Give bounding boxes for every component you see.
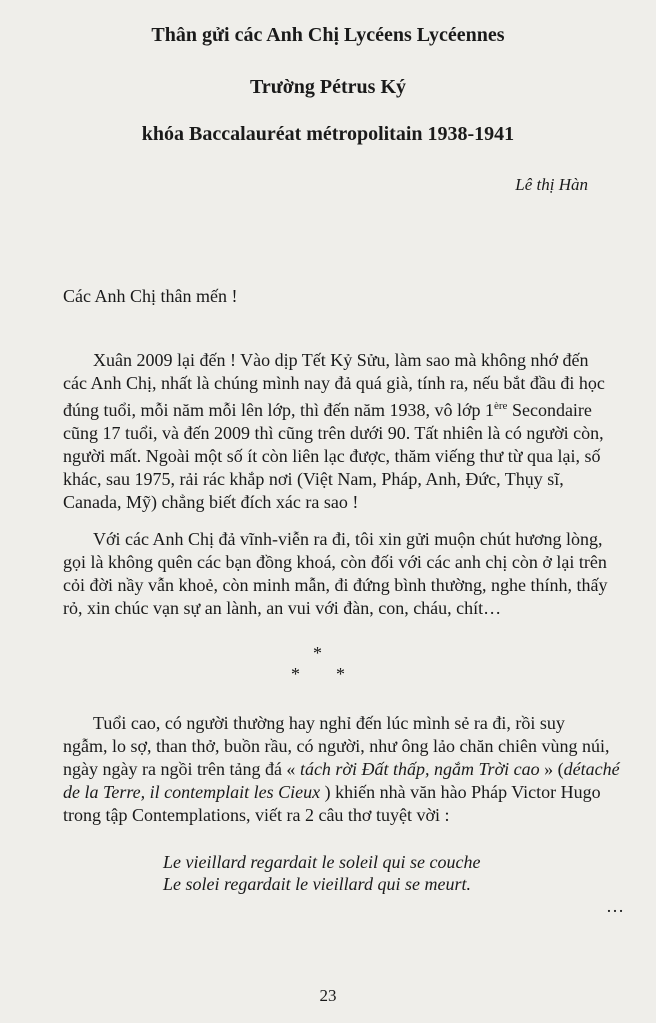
- paragraph-line: trong tập Contemplations, viết ra 2 câu thơ tuyệt vời :: [63, 805, 450, 825]
- text-run: Secondaire: [507, 400, 592, 420]
- superscript: ère: [494, 400, 508, 412]
- paragraph-line: Canada, Mỹ) chẳng biết đích xác ra sao !: [63, 492, 359, 512]
- paragraph-line: Tuổi cao, có người thường hay nghỉ đến lúc mình sẻ ra đi, rồi suy: [93, 713, 565, 733]
- page-number: 23: [319, 986, 337, 1005]
- italic-quote: tách rời Đất thấp, ngắm Trời cao: [299, 759, 540, 779]
- paragraph-line: cỏi đời nầy vẫn khoẻ, còn minh mẫn, đi đứng bình thường, nghe thính, thấy: [63, 575, 608, 595]
- text-run: » (: [539, 759, 564, 779]
- paragraph-line: cũng 17 tuổi, và đến 2009 thì cũng trên dưới 90. Tất nhiên là có người còn,: [63, 423, 604, 443]
- greeting: [63, 285, 611, 308]
- paragraph-line: các Anh Chị, nhất là chúng mình nay đả quá già, tính ra, nếu bắt đầu đi học: [63, 373, 605, 393]
- paragraph-line: người mất. Ngoài một số ít còn liên lạc được, thăm viếng thư từ qua lại, số: [63, 446, 601, 466]
- separator-star: *: [336, 664, 345, 684]
- separator-star: *: [291, 664, 300, 684]
- ellipsis: …: [606, 896, 624, 916]
- paragraph-line: rỏ, xin chúc vạn sự an lành, an vui với đàn, con, cháu, chít…: [63, 598, 502, 618]
- paragraph-line: [63, 395, 611, 422]
- italic-text: de la Terre, il contemplait les Cieux: [63, 782, 321, 802]
- italic-text: détaché: [563, 759, 620, 779]
- paragraph-line: [63, 781, 611, 804]
- text-run: đúng tuổi, mỗi năm mỗi lên lớp, thì đến năm 1938, vô lớp 1: [63, 400, 495, 420]
- separator-star: *: [313, 643, 322, 663]
- title-line-2: Trường Pétrus Ký: [249, 76, 407, 98]
- paragraph-3: [63, 712, 620, 827]
- paragraph-1: [63, 349, 611, 514]
- title-line-1: Thân gửi các Anh Chị Lycéens Lycéennes: [151, 24, 505, 46]
- greeting-text: Các Anh Chị thân mến !: [63, 286, 238, 306]
- paragraph-line: gọi là không quên các bạn đồng khoá, còn đối với các anh chị còn ở lại trên: [63, 552, 607, 572]
- author: Lê thị Hàn: [515, 175, 588, 194]
- paragraph-line: Với các Anh Chị đả vĩnh-viễn ra đi, tôi xin gửi muộn chút hương lòng,: [93, 529, 603, 549]
- text-run: ) khiến nhà văn hào Pháp Victor Hugo: [320, 782, 601, 802]
- paragraph-2: [63, 528, 611, 620]
- verse-line-2: Le solei regardait le vieillard qui se meurt.: [163, 874, 471, 894]
- paragraph-line: ngẫm, lo sợ, than thở, buồn rầu, có người, như ông lảo chăn chiên vùng núi,: [63, 736, 610, 756]
- verse-line-1: Le vieillard regardait le soleil qui se couche: [163, 852, 481, 872]
- text-run: ngày ngày ra ngồi trên tảng đá «: [63, 759, 300, 779]
- paragraph-line: Xuân 2009 lại đến ! Vào dịp Tết Kỷ Sửu, làm sao mà không nhớ đến: [93, 350, 589, 370]
- paragraph-line: [63, 758, 620, 781]
- title-line-3: khóa Baccalauréat métropolitain 1938-1941: [141, 123, 515, 145]
- paragraph-line: khác, sau 1975, rải rác khắp nơi (Việt Nam, Pháp, Anh, Đức, Thụy sĩ,: [63, 469, 564, 489]
